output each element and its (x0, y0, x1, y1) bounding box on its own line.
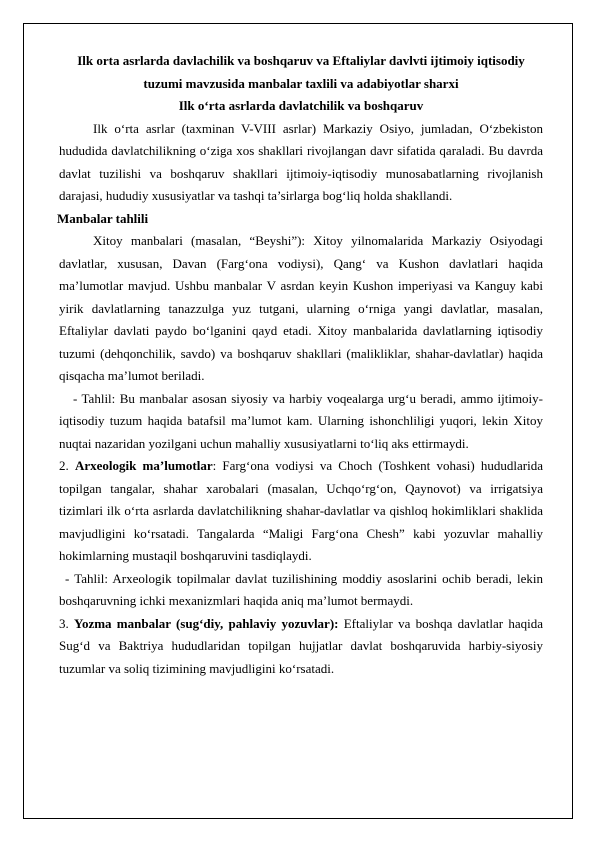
item-heading: Yozma manbalar (sug‘diy, pahlaviy yozuvlar): (74, 615, 339, 631)
sources-heading: Manbalar tahlili (57, 210, 149, 226)
item-text: : Farg‘ona vodiysi va Choch (Toshkent vohasi) hududlarida topilgan tangalar, shahar xarobalari (masalan, Uchqo‘rg‘on, Qaynovot) va irrigatsiya tizimlari ilk o‘rta asrlarda davlatchilikning shahar-davlatlar va qishloq hokimliklari shaklida mavjudligini ko‘rsatadi. Tangalarda “Maligi Farg‘ona Chesh” kabi yozuvlar mahalliy hokimlarning mustaqil boshqaruvini tasdiqlaydi. (59, 458, 544, 563)
item-number: 3. (59, 615, 74, 631)
item-text: Eftaliylar va boshqa davlatlar haqida Sug‘d va Baktriya hududlaridan topilgan hujjatlar davlat boshqaruvida harbiy-siyosiy tuzumlar va soliq tizimining mavjudligini ko‘rsatadi. (59, 615, 544, 676)
section-subtitle: Ilk o‘rta asrlarda davlatchilik va boshqaruv (178, 98, 424, 113)
document-title: Ilk orta asrlarda davlachilik va boshqaruv va Eftaliylar davlvti ijtimoiy iqtisodiy tuzumi mavzusida manbalar taxlili va adabiyotlar sharxi (77, 53, 525, 91)
chinese-sources-paragraph: Xitoy manbalari (masalan, “Beyshi”): Xitoy yilnomalarida Markaziy Osiyodagi davlatlar, xususan, Davan (Farg‘ona vodiysi), Qang‘ va Kushon davlatlari haqida ma’lumotlar mavjud. Ushbu manbalar V asrdan keyin Kushon imperiyasi va Kanguy kabi yirik davlatlarning tanazzulga yuz tutgani, ularning o‘rniga yangi davlatlar, masalan, Eftaliylar davlati paydo bo‘lganini qayd etadi. Xitoy manbalarida davlatlarning iqtisodiy tuzumi (dehqonchilik, savdo) va boshqaruv shakllari (malikliklar, shahar-davlatlar) haqida qisqacha ma’lumot beriladi. (59, 233, 543, 383)
archaeological-paragraph (59, 455, 543, 568)
document-body (59, 50, 543, 680)
item-number: 2. (59, 458, 75, 473)
written-sources-paragraph (59, 613, 543, 681)
intro-paragraph: Ilk o‘rta asrlar (taxminan V-VIII asrlar) Markaziy Osiyo, jumladan, O‘zbekiston hududida davlatchilikning o‘ziga xos shakllari rivojlangan davr sifatida qaraladi. Bu davrda davlat tuzilishi va boshqaruv shakllari ijtimoiy-iqtisodiy munosabatlarning rivojlanish darajasi, hududiy xususiyatlar va tashqi ta’sirlarga bog‘liq holda shakllandi. (59, 120, 543, 203)
archaeological-analysis: - Tahlil: Arxeologik topilmalar davlat tuzilishining moddiy asoslarini ochib beradi, lekin boshqaruvning ichki mexanizmlari haqida aniq ma’lumot bermaydi. (59, 570, 543, 608)
chinese-sources-analysis: - Tahlil: Bu manbalar asosan siyosiy va harbiy voqealarga urg‘u beradi, ammo ijtimoiy-iqtisodiy tuzum haqida batafsil ma’lumot kam. Ularning ishonchliligi yuqori, lekin Xitoy nuqtai nazaridan yozilgani uchun mahalliy xususiyatlarni to‘liq aks ettirmaydi. (59, 390, 543, 451)
item-heading: Arxeologik ma’lumotlar (74, 458, 213, 473)
